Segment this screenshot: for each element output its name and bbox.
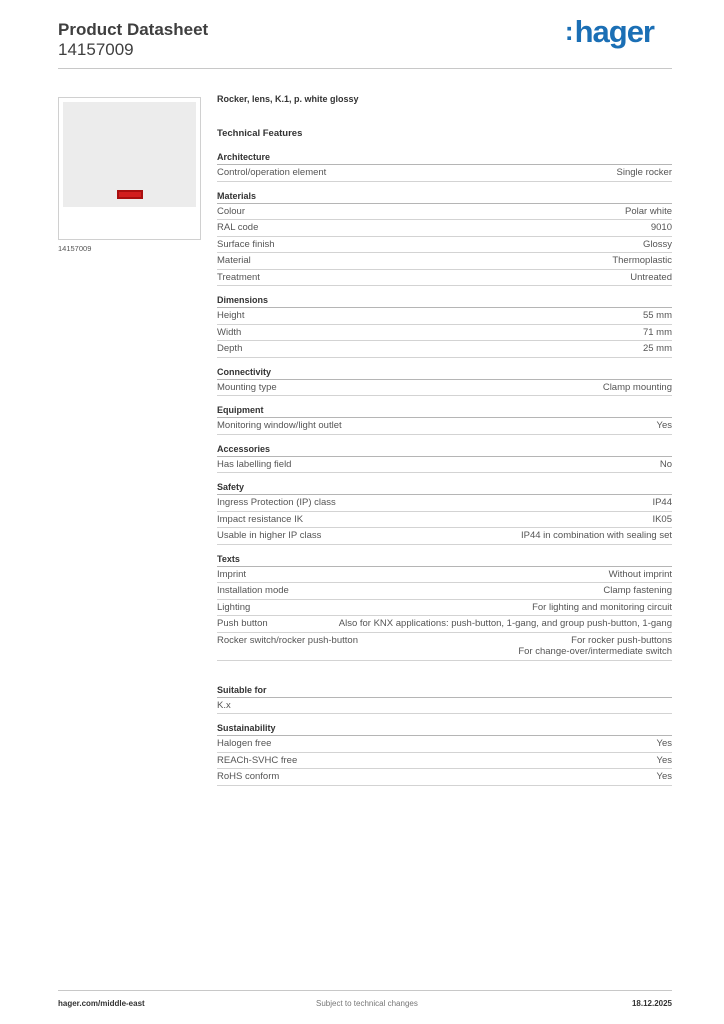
feature-label: Ingress Protection (IP) class <box>217 497 336 508</box>
section-title: Architecture <box>217 152 672 165</box>
feature-value: 71 mm <box>642 326 672 338</box>
feature-value: Without imprint <box>608 568 672 580</box>
feature-row <box>217 769 672 786</box>
feature-label: Control/operation element <box>217 167 327 178</box>
feature-label: Treatment <box>217 271 260 283</box>
feature-value: 25 mm <box>642 343 672 354</box>
footer-notice: Subject to technical changes <box>316 999 418 1008</box>
section-title: Connectivity <box>217 367 672 380</box>
feature-value: Single rocker <box>616 167 672 178</box>
feature-row <box>217 583 672 600</box>
section-title: Safety <box>217 482 672 495</box>
feature-row <box>217 495 672 512</box>
section-title: Materials <box>217 191 672 204</box>
feature-row <box>217 600 672 617</box>
feature-row <box>217 237 672 254</box>
section-spacer <box>217 670 672 685</box>
feature-label: RAL code <box>217 222 259 233</box>
feature-row <box>217 270 672 287</box>
feature-value: Yes <box>656 420 672 431</box>
footer-divider <box>58 990 672 991</box>
feature-value: Polar white <box>625 205 672 217</box>
page-title: Product Datasheet <box>58 20 209 39</box>
section-architecture <box>217 152 672 182</box>
logo-dots: : <box>564 16 574 46</box>
feature-row <box>217 616 672 633</box>
hager-logo <box>565 14 654 50</box>
feature-label: Surface finish <box>217 238 275 250</box>
feature-row <box>217 204 672 221</box>
feature-value: For lighting and monitoring circuit <box>532 601 672 613</box>
feature-label: Has labelling field <box>217 458 292 470</box>
feature-row <box>217 220 672 237</box>
header-titles <box>58 20 208 60</box>
feature-row <box>217 253 672 270</box>
section-connectivity <box>217 367 672 397</box>
feature-label: Installation mode <box>217 585 289 596</box>
feature-value: IK05 <box>652 513 672 525</box>
feature-label: Width <box>217 326 242 338</box>
feature-label: Colour <box>217 205 245 217</box>
feature-label: Height <box>217 310 245 321</box>
feature-label: RoHS conform <box>217 771 280 782</box>
feature-row <box>217 308 672 325</box>
feature-row <box>217 418 672 435</box>
feature-row <box>217 512 672 529</box>
feature-label: Usable in higher IP class <box>217 530 322 541</box>
section-title: Equipment <box>217 405 672 418</box>
feature-row <box>217 753 672 770</box>
feature-label: Rocker switch/rocker push-button <box>217 634 358 646</box>
footer-date: 18.12.2025 <box>631 999 672 1008</box>
feature-value: Untreated <box>630 271 672 283</box>
product-number: 14157009 <box>58 40 134 59</box>
datasheet-content <box>217 94 672 795</box>
feature-value: Also for KNX applications: push-button, 1-gang, and group push-button, 1-gang <box>338 618 672 629</box>
feature-value: For rocker push-buttons For change-over/intermediate switch <box>518 634 672 657</box>
feature-row <box>217 457 672 474</box>
section-materials <box>217 191 672 287</box>
product-name: Rocker, lens, K.1, p. white glossy <box>217 94 359 104</box>
feature-value: Glossy <box>642 238 672 250</box>
section-texts <box>217 554 672 661</box>
feature-row <box>217 528 672 545</box>
feature-row <box>217 165 672 182</box>
feature-row <box>217 633 672 661</box>
feature-label: REACh-SVHC free <box>217 754 298 766</box>
feature-label: Material <box>217 255 251 266</box>
feature-row <box>217 325 672 342</box>
feature-row <box>217 341 672 358</box>
section-title: Sustainability <box>217 723 672 736</box>
section-title: Texts <box>217 554 672 567</box>
feature-value: IP44 in combination with sealing set <box>520 530 672 541</box>
feature-value: Clamp mounting <box>602 381 672 393</box>
indicator-lens <box>117 190 143 199</box>
feature-label: Impact resistance IK <box>217 513 304 525</box>
logo-text: hager <box>574 14 654 49</box>
feature-label: Halogen free <box>217 738 272 749</box>
image-caption: 14157009 <box>58 244 92 253</box>
feature-label: Monitoring window/light outlet <box>217 420 342 431</box>
feature-value: Yes <box>656 771 672 782</box>
feature-label: Depth <box>217 343 243 354</box>
section-title: Dimensions <box>217 295 672 308</box>
feature-row <box>217 698 672 715</box>
feature-value: 55 mm <box>642 310 672 321</box>
section-equipment <box>217 405 672 435</box>
section-accessories <box>217 444 672 474</box>
feature-label: Mounting type <box>217 381 277 393</box>
feature-value: 9010 <box>650 222 672 233</box>
rocker-face <box>63 102 196 207</box>
feature-value: No <box>659 458 672 470</box>
feature-sections <box>217 152 672 786</box>
feature-label: Lighting <box>217 601 251 613</box>
feature-row <box>217 736 672 753</box>
section-sustainability <box>217 723 672 786</box>
feature-value: Yes <box>656 738 672 749</box>
feature-row <box>217 567 672 584</box>
feature-value: Clamp fastening <box>603 585 672 596</box>
feature-value: IP44 <box>652 497 672 508</box>
header-divider <box>58 68 672 69</box>
footer-website: hager.com/middle-east <box>58 999 145 1008</box>
feature-row <box>217 380 672 397</box>
feature-label: Push button <box>217 618 268 629</box>
feature-label: Imprint <box>217 568 247 580</box>
section-safety <box>217 482 672 545</box>
feature-label: K.x <box>217 699 231 711</box>
section-title: Suitable for <box>217 685 672 698</box>
technical-features-heading: Technical Features <box>217 128 303 139</box>
product-image <box>58 97 201 240</box>
section-title: Accessories <box>217 444 672 457</box>
section-suitable-for <box>217 685 672 715</box>
section-dimensions <box>217 295 672 358</box>
feature-value: Yes <box>656 754 672 766</box>
feature-value: Thermoplastic <box>612 255 672 266</box>
